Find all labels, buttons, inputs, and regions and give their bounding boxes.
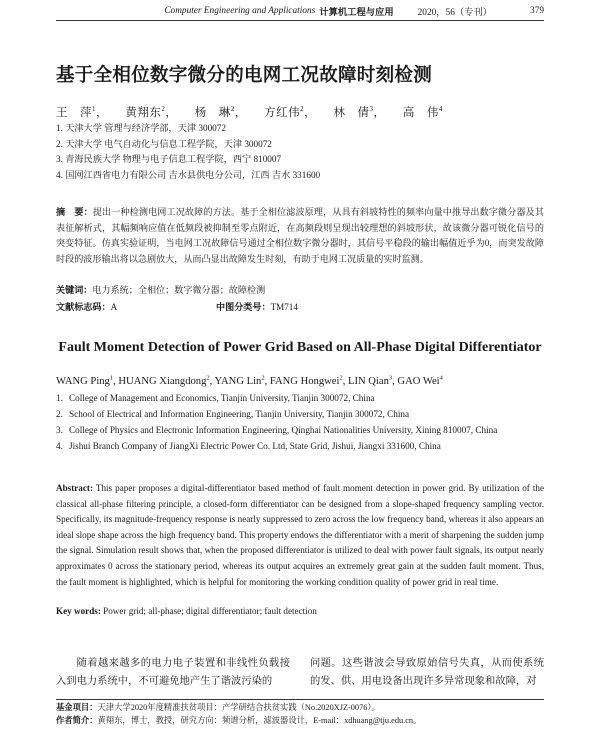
clc-value: TM714 — [270, 302, 298, 312]
author-cn: 高 伟$^4$ — [402, 105, 443, 119]
keywords-en — [56, 606, 544, 616]
author-cn: 王 萍$^1$， — [56, 105, 108, 119]
affiliation-cn: 3. 青海民族大学 物理与电子信息工程学院，西宁 810007 — [56, 154, 282, 165]
classification-cn — [56, 300, 298, 313]
title-cn: 基于全相位数字微分的电网工况故障时刻检测 — [56, 66, 433, 86]
authors-cn — [56, 104, 457, 120]
author-cn: 林 倩$^3$， — [333, 105, 386, 119]
author-en: FANG Hongwei$^2$, — [269, 374, 348, 387]
affiliation-en: 4. Jishui Branch Company of JiangXi Electric Power Co. Ltd, State Grid, Jishui, Jiangxi 331600, China — [56, 440, 441, 451]
abstract-cn — [56, 205, 544, 268]
footnote — [56, 699, 544, 727]
author-en: HUANG Xiangdong$^2$, — [118, 374, 215, 387]
fund-note: 基金项目：天津大学2020年度精准扶贫项目：产学研结合扶贫实践（No.2020XJZ-0076）。 — [56, 703, 380, 712]
body-column-right: 问题。这些谐波会导致原始信号失真，从而使系统的发、供、用电设备出现许多异常现象和故障，对 — [310, 658, 544, 687]
affiliation-en: 2. School of Electrical and Information Engineering, Tianjin University, Tianjin 300072, China — [56, 408, 410, 419]
journal-name-cn: 计算机工程与应用 — [319, 7, 394, 18]
author-note: 作者简介：黄翔东，博士，教授，研究方向：频谱分析，滤波器设计，E-mail：xdhuang@tju.edu.cn。 — [56, 715, 422, 725]
authors-en — [56, 374, 544, 387]
author-cn: 方红伟$^2$， — [264, 105, 317, 119]
author-en: GAO Wei$^4$ — [397, 374, 443, 387]
abstract-en — [56, 481, 544, 590]
author-cn: 杨 琳$^2$， — [194, 105, 247, 119]
affiliations-en — [56, 391, 544, 455]
affiliation-cn: 2. 天津大学 电气自动化与信息工程学院，天津 300072 — [56, 138, 272, 149]
keywords-cn — [56, 283, 544, 298]
abstract-cn-label: 摘 要： — [56, 207, 93, 217]
author-en: LIN Qian$^3$, — [347, 374, 398, 387]
keywords-en-label: Key words: — [56, 606, 101, 616]
keywords-cn-text: 电力系统；全相位；数字微分器；故障检测 — [92, 285, 266, 295]
abstract-cn-text: 提出一种检测电网工况故障的方法。基于全相位滤波原理，从具有斜坡特性的频率向量中推导出数字微分器及其表征解析式，其幅频响应值在低频段被抑制至零点附近，在高频段则呈现出较理想的斜坡形状，故该微分器可锐化信号的突变特征。仿真实验证明，当电网工况故障信号通过全相位数字微分器时，其信号平稳段的输出幅值近乎为0，而突发故障时段的波形输出将以急剧放大，从而凸显出故障发生时刻，有助于电网工况质量的实时监测。 — [56, 207, 544, 265]
journal-name: Computer Engineering and Applications — [164, 5, 316, 16]
affiliation-cn: 4. 国网江西省电力有限公司 吉水县供电分公司，江西 吉水 331600 — [56, 169, 321, 180]
body-column-left: 随着越来越多的电力电子装置和非线性负载接入到电力系统中，不可避免地产生了谐波污染的 — [56, 658, 290, 687]
issue-date: 2020，56（专刊） — [417, 7, 493, 18]
abstract-en-text: This paper proposes a digital-differentiator based method of fault moment detection in power grid. By utilization of the classical all-phase filtering principle, a closed-form differentiator can be designed from a slope-shaped frequency sampling vector. Specifically, its magnitude-frequency response is nearly suppressed to zero across the low frequency band, whereas it also appears an ideal slope shape across the high frequency band. This property endows the differentiator with a merit of sharpening the sudden jump the signal. Simulation result shows that, when the proposed differentiator is utilized to deal with power fault signals, its output nearly approximates 0 across the stationary period, whereas its output acquires an extremely great gain at the sudden fault moment. Thus, the fault moment is highlighted, which is helpful for monitoring the working condition quality of power grid in real time. — [56, 483, 544, 587]
abstract-en-label: Abstract: — [56, 483, 93, 493]
author-cn: 黄翔东$^2$， — [125, 105, 178, 119]
title-en: Fault Moment Detection of Power Grid Based on All-Phase Digital Differentiator — [58, 340, 542, 355]
keywords-cn-label: 关键词： — [56, 285, 93, 295]
affiliation-cn: 1. 天津大学 管理与经济学部，天津 300072 — [56, 123, 226, 133]
affiliations-cn — [56, 121, 320, 183]
affiliation-en: 3. College of Physics and Electronic Information Engineering, Qinghai Nationalities University, Xining 810007, China — [56, 424, 498, 435]
running-header — [56, 3, 544, 21]
clc-label: 中图分类号： — [216, 302, 271, 312]
author-en: WANG Ping$^1$, — [56, 374, 119, 387]
author-en: YANG Lin$^2$, — [214, 374, 270, 387]
body-text — [56, 655, 544, 690]
doc-code-label: 文献标志码： — [56, 302, 111, 312]
page-number: 379 — [530, 5, 544, 16]
doc-code-value: A — [110, 302, 118, 312]
affiliation-en: 1. College of Management and Economics, Tianjin University, Tianjin 300072, China — [56, 393, 375, 403]
keywords-en-text: Power grid; all-phase; digital differentiator; fault detection — [103, 606, 317, 616]
